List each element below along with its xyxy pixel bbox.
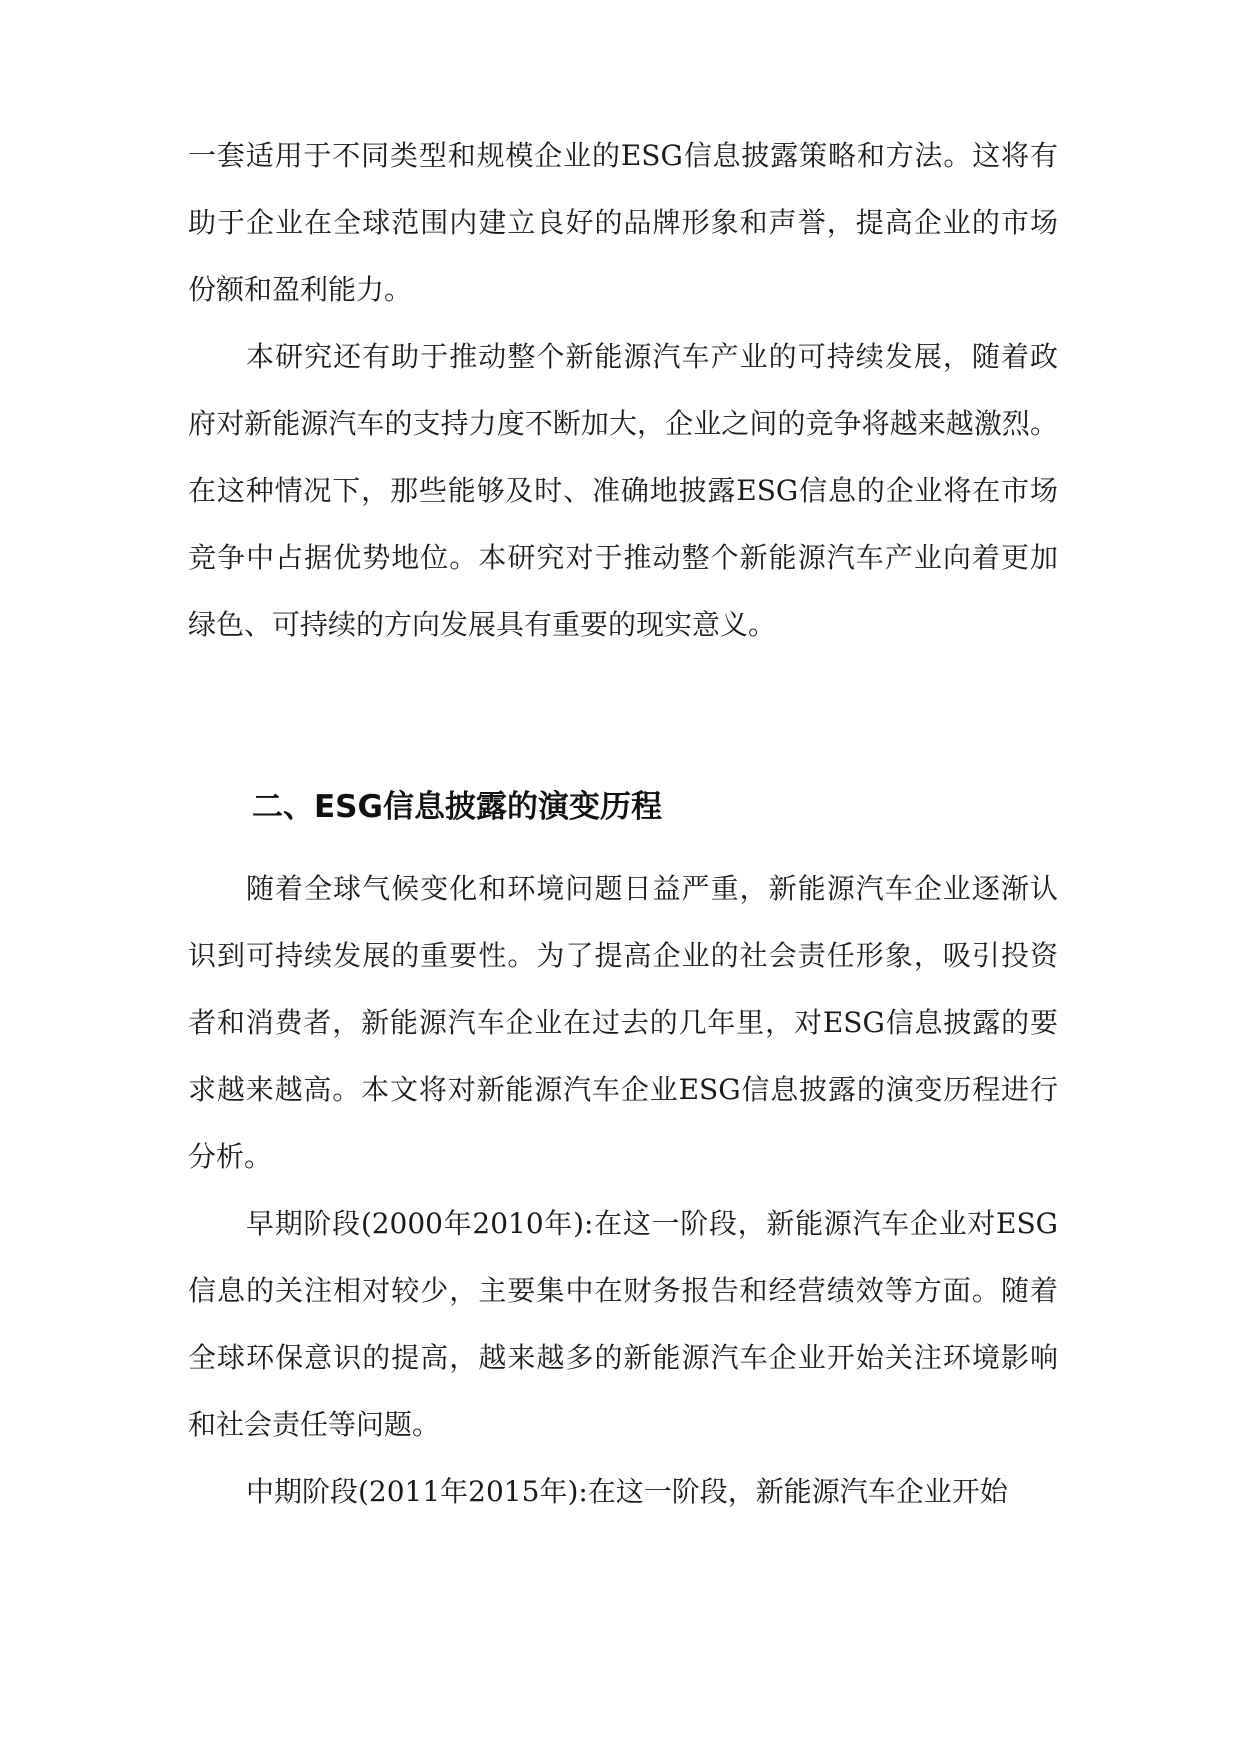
paragraph-4-line-3: 全球环保意识的提高，越来越多的新能源汽车企业开始关注环境影响 — [188, 1341, 1058, 1374]
paragraph-4-line-4: 和社会责任等问题。 — [188, 1408, 441, 1441]
paragraph-1-line-3: 份额和盈利能力。 — [188, 273, 413, 306]
section-heading: 二、ESG信息披露的演变历程 — [252, 789, 662, 825]
paragraph-1-line-2: 助于企业在全球范围内建立良好的品牌形象和声誉，提高企业的市场 — [188, 206, 1058, 239]
paragraph-4-line-2: 信息的关注相对较少，主要集中在财务报告和经营绩效等方面。随着 — [188, 1274, 1058, 1307]
paragraph-2-line-1: 本研究还有助于推动整个新能源汽车产业的可持续发展，随着政 — [246, 340, 1058, 373]
paragraph-5-line-1: 中期阶段(2011年2015年):在这一阶段，新能源汽车企业开始 — [246, 1475, 1008, 1508]
paragraph-4-line-1: 早期阶段(2000年2010年):在这一阶段，新能源汽车企业对ESG — [246, 1207, 1058, 1240]
paragraph-3-line-1: 随着全球气候变化和环境问题日益严重，新能源汽车企业逐渐认 — [246, 872, 1058, 905]
paragraph-2-line-3: 在这种情况下，那些能够及时、准确地披露ESG信息的企业将在市场 — [188, 474, 1058, 507]
paragraph-3-line-2: 识到可持续发展的重要性。为了提高企业的社会责任形象，吸引投资 — [188, 939, 1058, 972]
paragraph-3-line-5: 分析。 — [188, 1140, 273, 1173]
paragraph-2-line-2: 府对新能源汽车的支持力度不断加大，企业之间的竞争将越来越激烈。 — [188, 407, 1058, 440]
paragraph-3-line-4: 求越来越高。本文将对新能源汽车企业ESG信息披露的演变历程进行 — [188, 1073, 1058, 1106]
paragraph-2-line-4: 竞争中占据优势地位。本研究对于推动整个新能源汽车产业向着更加 — [188, 541, 1058, 574]
paragraph-3-line-3: 者和消费者，新能源汽车企业在过去的几年里，对ESG信息披露的要 — [188, 1006, 1058, 1039]
paragraph-2-line-5: 绿色、可持续的方向发展具有重要的现实意义。 — [188, 608, 777, 641]
paragraph-1-line-1: 一套适用于不同类型和规模企业的ESG信息披露策略和方法。这将有 — [188, 139, 1058, 172]
